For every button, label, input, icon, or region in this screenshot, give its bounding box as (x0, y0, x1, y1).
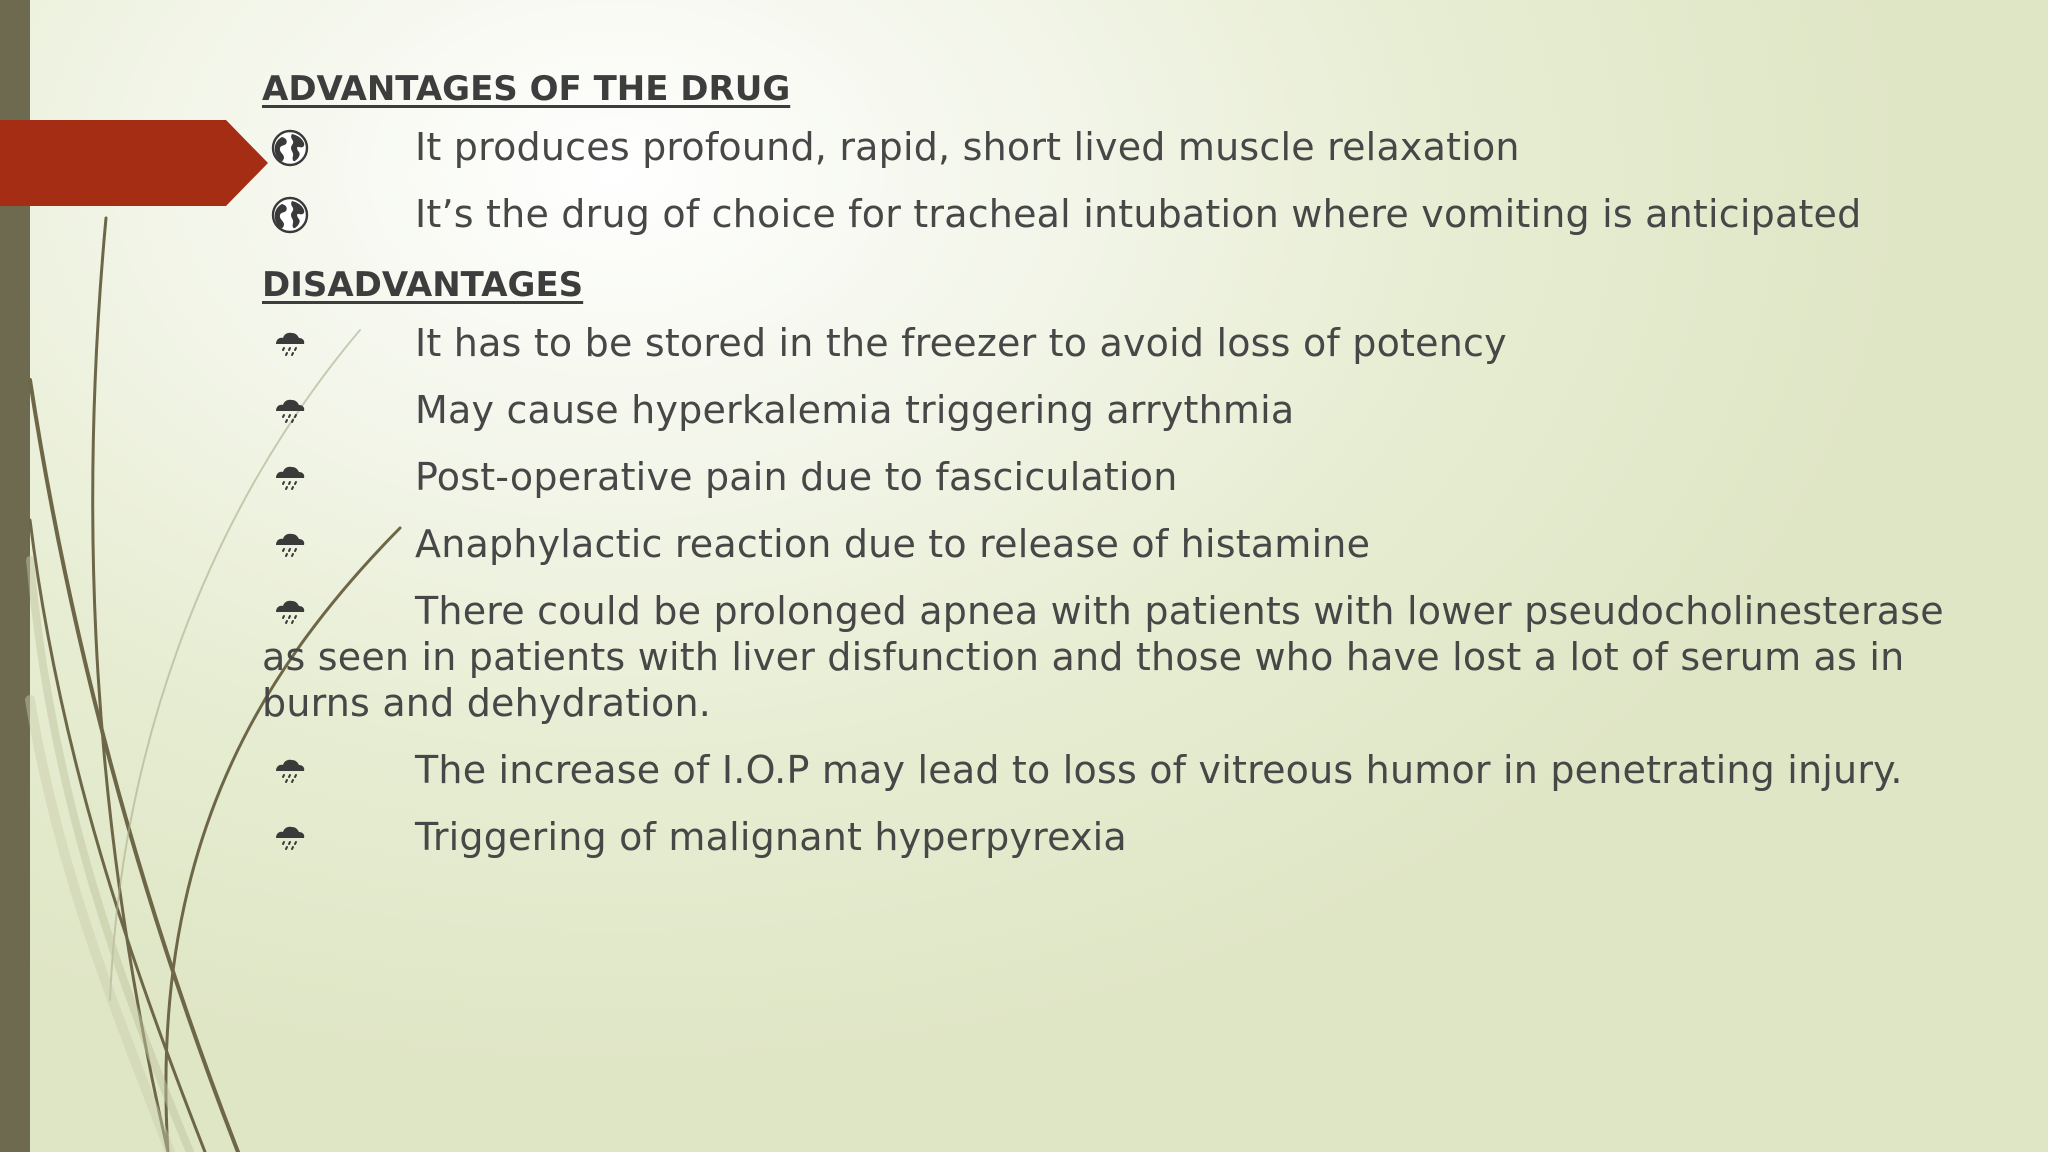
disadvantage-item (262, 454, 1962, 500)
rain-cloud-icon (270, 391, 310, 431)
disadvantage-item (262, 588, 1962, 726)
disadvantage-item (262, 747, 1962, 793)
rain-cloud-icon (270, 818, 310, 858)
disadvantage-text: Triggering of malignant hyperpyrexia (415, 815, 1127, 859)
advantage-text: It produces profound, rapid, short lived muscle relaxation (415, 125, 1520, 169)
disadvantages-heading: DISADVANTAGES (262, 265, 584, 305)
disadvantage-text: It has to be stored in the freezer to avoid loss of potency (415, 321, 1507, 365)
globe-icon (270, 195, 310, 235)
disadvantage-item (262, 521, 1962, 567)
disadvantage-item (262, 320, 1962, 366)
disadvantage-text: The increase of I.O.P may lead to loss of vitreous humor in penetrating injury. (415, 748, 1903, 792)
globe-icon (270, 128, 310, 168)
disadvantage-text: Post-operative pain due to fasciculation (415, 455, 1178, 499)
advantage-item (262, 124, 1962, 170)
rain-cloud-icon (270, 324, 310, 364)
advantages-heading: ADVANTAGES OF THE DRUG (262, 69, 791, 109)
disadvantage-text: There could be prolonged apnea with patients with lower pseudocholinesterase as seen in patients with liver disfunction and those who have lost a lot of serum as in burns and dehydration. (262, 589, 1944, 725)
disadvantage-text: Anaphylactic reaction due to release of histamine (415, 522, 1371, 566)
rain-cloud-icon (270, 592, 310, 632)
rain-cloud-icon (270, 525, 310, 565)
title-arrow-shape (0, 120, 272, 206)
rain-cloud-icon (270, 458, 310, 498)
rain-cloud-icon (270, 751, 310, 791)
disadvantage-item (262, 387, 1962, 433)
slide-content (262, 62, 1962, 881)
advantage-text: It’s the drug of choice for tracheal intubation where vomiting is anticipated (415, 192, 1862, 236)
disadvantage-item (262, 814, 1962, 860)
disadvantage-text: May cause hyperkalemia triggering arrythmia (415, 388, 1295, 432)
advantage-item (262, 191, 1962, 237)
